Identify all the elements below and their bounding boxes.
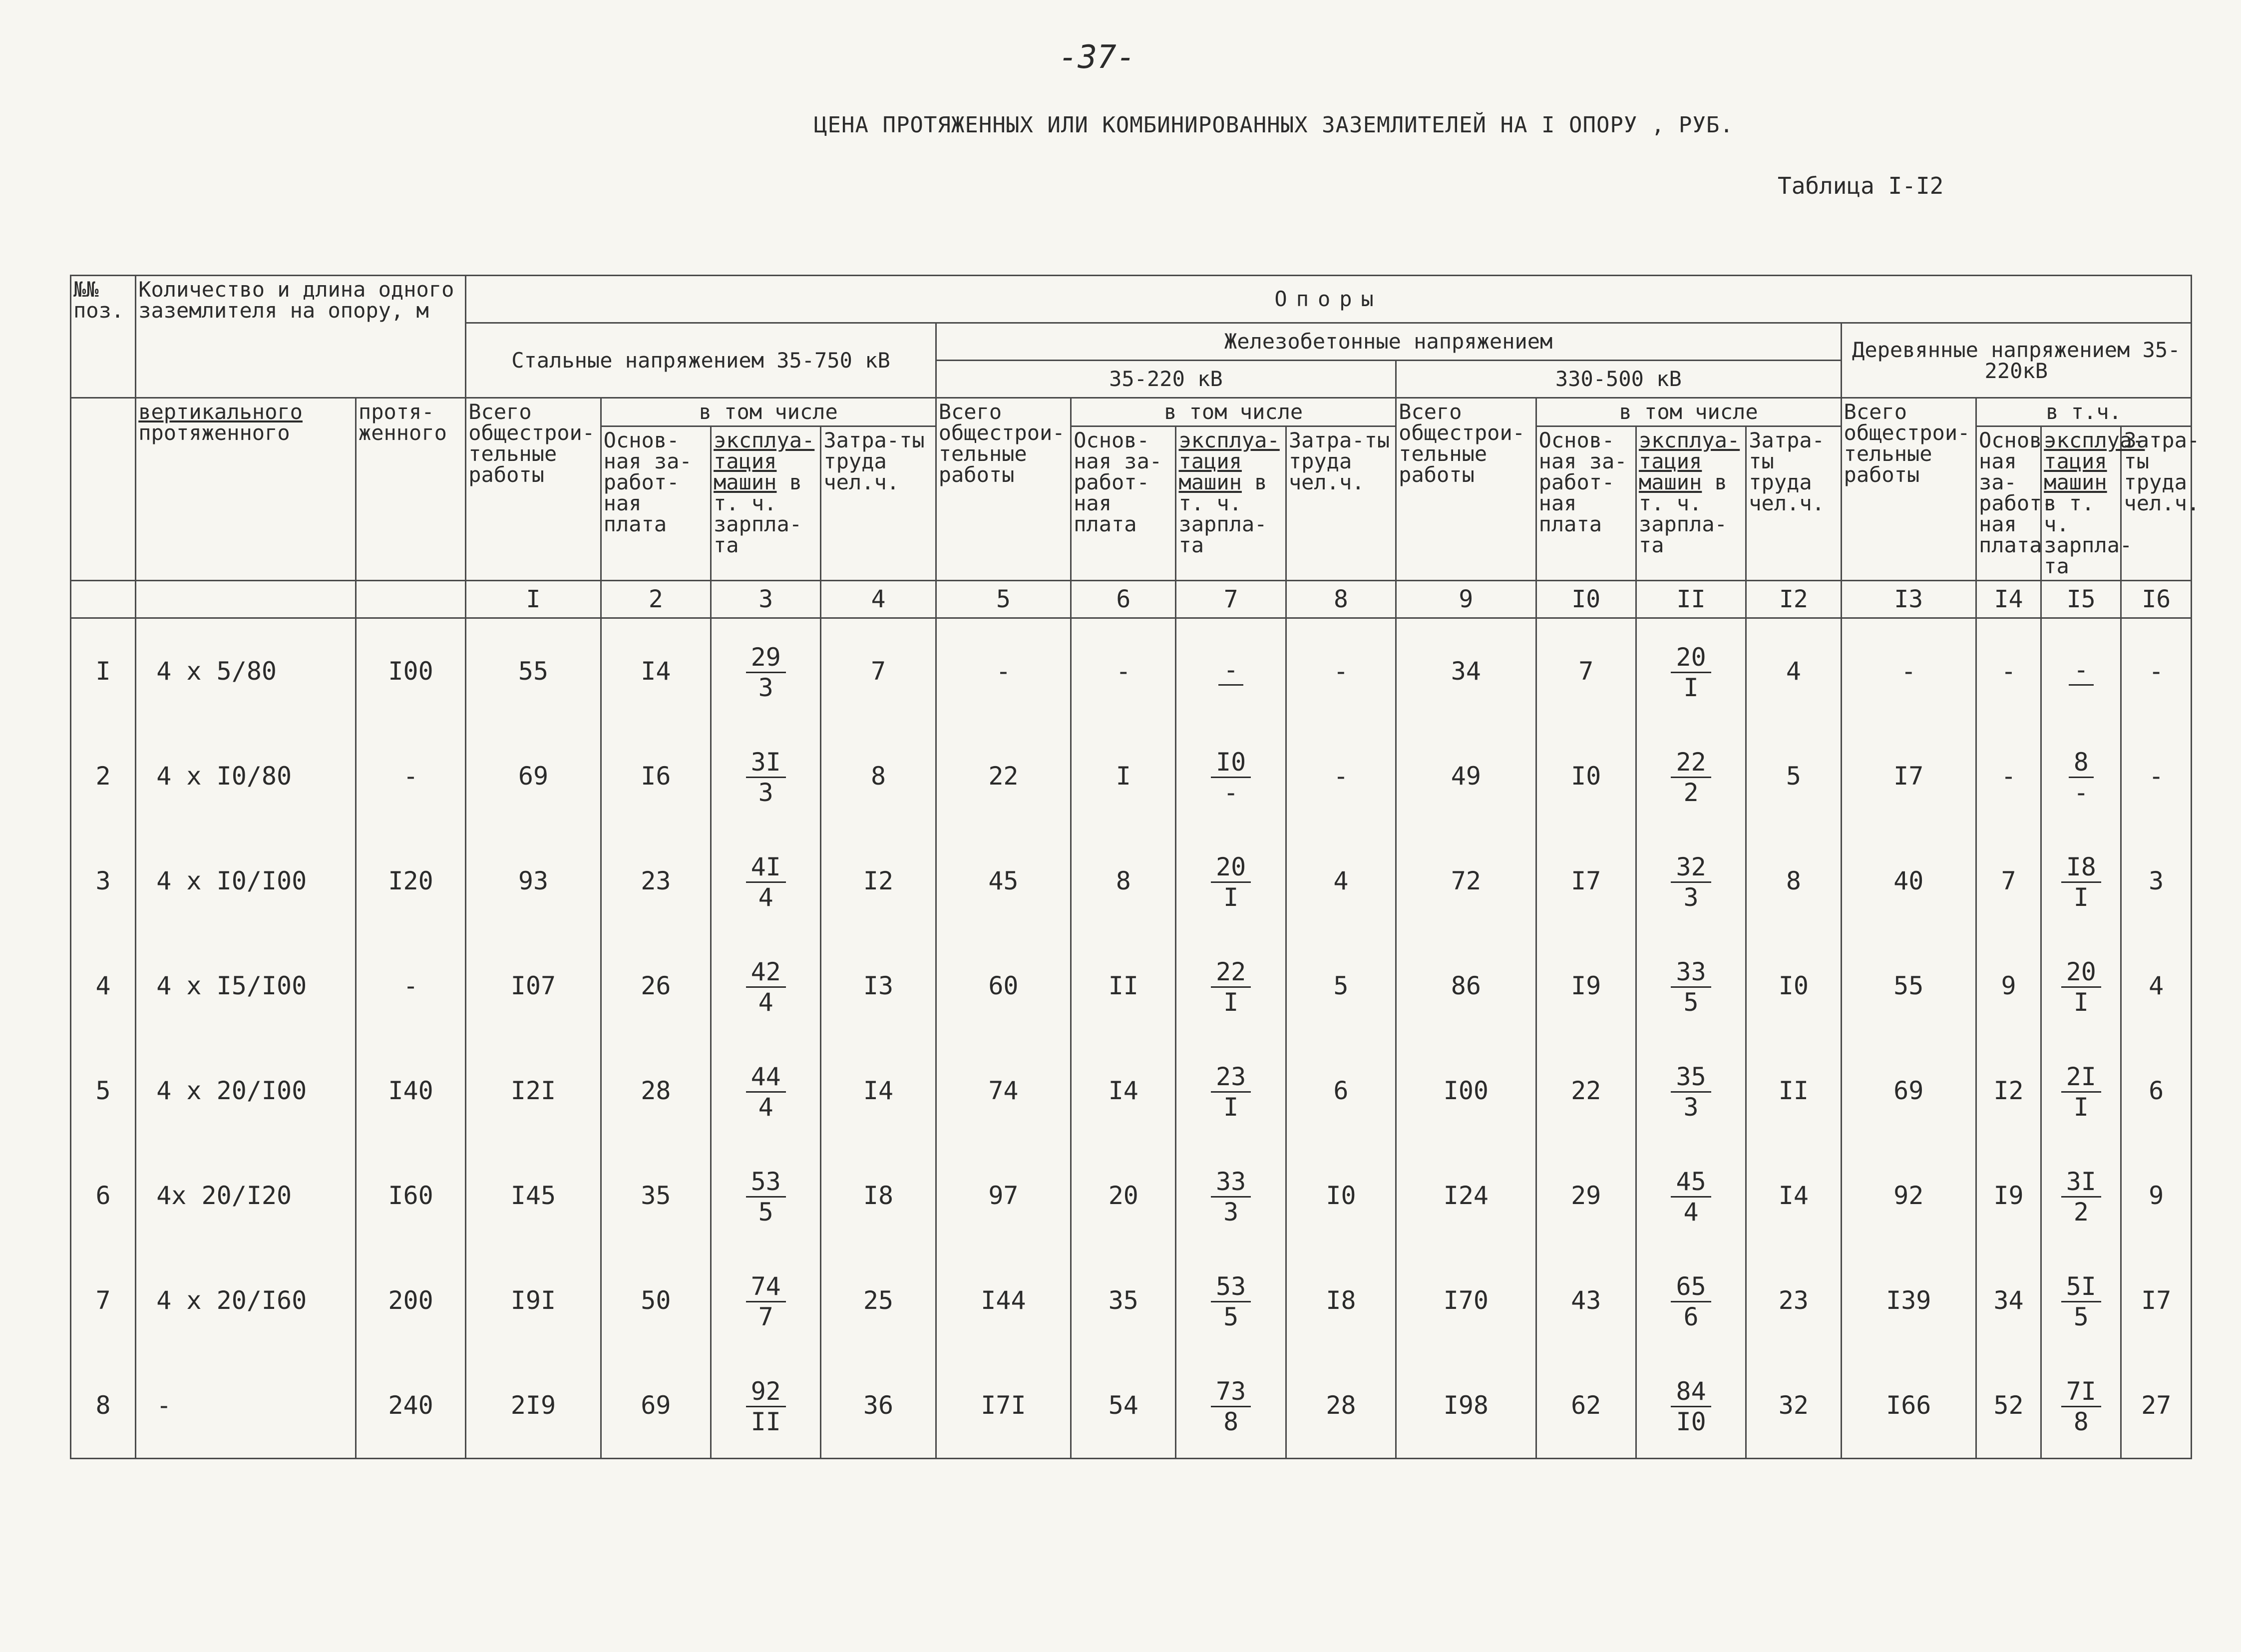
cell-c9: I98 (1396, 1353, 1536, 1459)
cell-c3n-fraction (711, 1248, 821, 1353)
header-supports: Опоры (466, 276, 2192, 323)
cell-pos: 2 (71, 724, 136, 828)
header-steel-wage: Основ-ная за-работ-ная плата (601, 426, 711, 581)
cell-pos: I (71, 618, 136, 724)
cell-qty: 4 x 20/I00 (136, 1038, 356, 1143)
cell-c4: I8 (821, 1143, 936, 1248)
cell-qty: 4 x 5/80 (136, 618, 356, 724)
fraction-numerator: 74 (746, 1274, 786, 1302)
cell-c6: - (1071, 618, 1176, 724)
fraction-numerator: 5I (2061, 1274, 2101, 1302)
cell-c5: - (936, 618, 1071, 724)
header-wood-incl: в т.ч. (1976, 398, 2191, 426)
cell-c5: I44 (936, 1248, 1071, 1353)
cell-qty: 4 x I0/I00 (136, 828, 356, 933)
header-rc1-wage: Основ-ная за-работ-ная плата (1071, 426, 1176, 581)
cell-c8: 5 (1286, 933, 1396, 1038)
cell-c12: 23 (1746, 1248, 1841, 1353)
cell-c10: 22 (1536, 1038, 1636, 1143)
col-number: 7 (1176, 581, 1286, 618)
header-quantity: Количество и длина одного заземлителя на опору, м (136, 276, 466, 398)
header-steel-total: Всего общестрои-тельные работы (466, 398, 601, 581)
cell-c3n-fraction (711, 724, 821, 828)
cell-c8: - (1286, 618, 1396, 724)
cell-c16: 4 (2121, 933, 2192, 1038)
table-row (71, 933, 2192, 1038)
cell-c7n-fraction (1176, 1038, 1286, 1143)
cell-c11n-fraction (1636, 828, 1746, 933)
col-number: 4 (821, 581, 936, 618)
header-rc1-machines (1176, 426, 1286, 581)
fraction-denominator: 5 (1683, 987, 1699, 1017)
header-machines-label: эксплуа-тация машин (1178, 428, 1280, 494)
cell-c11n-fraction (1636, 618, 1746, 724)
fraction-numerator: I8 (2061, 854, 2101, 883)
header-wood-labor: Затра-ты труда чел.ч. (2121, 426, 2192, 581)
header-machines-wage-label: в т. ч. зарпла-та (714, 470, 802, 557)
fraction-denominator: 4 (758, 1092, 773, 1122)
header-vertical-extended-label: протяженного (138, 420, 290, 445)
cell-ext: - (356, 724, 465, 828)
cell-c4: 36 (821, 1353, 936, 1459)
cell-c10: I9 (1536, 933, 1636, 1038)
fraction-numerator: - (1218, 657, 1243, 686)
header-wood-machines (2041, 426, 2145, 581)
col-number: 8 (1286, 581, 1396, 618)
header-extended: протя-женного (356, 398, 465, 581)
fraction-denominator: I (1223, 987, 1239, 1017)
fraction-numerator: 8 (2069, 750, 2094, 778)
fraction-denominator: I (2073, 1092, 2089, 1122)
cell-ext: I60 (356, 1143, 465, 1248)
header-pos: №№ поз. (71, 276, 136, 398)
col-number: 3 (711, 581, 821, 618)
cell-c9: I70 (1396, 1248, 1536, 1353)
col-number: I3 (1841, 581, 1976, 618)
fraction-numerator: 20 (2061, 959, 2101, 988)
fraction-denominator: 7 (758, 1302, 773, 1331)
cell-c14: - (1976, 724, 2041, 828)
cell-c16: 27 (2121, 1353, 2192, 1459)
header-machines-label: эксплуа-тация машин (1638, 428, 1740, 494)
cell-c4: I3 (821, 933, 936, 1038)
cell-pos: 4 (71, 933, 136, 1038)
cell-c8: 6 (1286, 1038, 1396, 1143)
cell-ext: - (356, 933, 465, 1038)
table-body (71, 618, 2192, 1459)
cell-ext: I20 (356, 828, 465, 933)
fraction-denominator: 2 (1683, 778, 1699, 807)
cell-pos: 7 (71, 1248, 136, 1353)
fraction-denominator: I0 (1676, 1407, 1706, 1436)
fraction-denominator: - (1223, 778, 1239, 807)
cell-c7n-fraction (1176, 724, 1286, 828)
cell-c16: 9 (2121, 1143, 2192, 1248)
cell-c11n-fraction (1636, 933, 1746, 1038)
cell-c1: 69 (466, 724, 601, 828)
header-rc2-total: Всего общестрои-тельные работы (1396, 398, 1536, 581)
cell-c15n-fraction (2041, 828, 2121, 933)
header-rc1-incl: в том числе (1071, 398, 1396, 426)
col-number: I0 (1536, 581, 1636, 618)
fraction-numerator: 32 (1671, 854, 1711, 883)
cell-c5: 74 (936, 1038, 1071, 1143)
cell-c15n-fraction (2041, 1248, 2121, 1353)
table-row (71, 1143, 2192, 1248)
cell-c13: I39 (1841, 1248, 1976, 1353)
cell-c16: I7 (2121, 1248, 2192, 1353)
col-number: I (466, 581, 601, 618)
fraction-numerator: 42 (746, 959, 786, 988)
fraction-numerator: 33 (1671, 959, 1711, 988)
fraction-denominator: 8 (2073, 1407, 2089, 1436)
col-number: I6 (2121, 581, 2192, 618)
col-number: II (1636, 581, 1746, 618)
fraction-numerator: 29 (746, 645, 786, 673)
cell-c1: I9I (466, 1248, 601, 1353)
fraction-numerator: 35 (1671, 1064, 1711, 1093)
header-vertical (136, 398, 356, 581)
cell-c1: I07 (466, 933, 601, 1038)
fraction-denominator: 8 (1223, 1407, 1239, 1436)
fraction-denominator: I (2073, 882, 2089, 912)
cell-c12: 4 (1746, 618, 1841, 724)
fraction-numerator: 65 (1671, 1274, 1711, 1302)
col-number: I4 (1976, 581, 2041, 618)
cell-c10: I0 (1536, 724, 1636, 828)
cell-c14: - (1976, 618, 2041, 724)
cell-ext: 240 (356, 1353, 465, 1459)
cell-c15n-fraction (2041, 1038, 2121, 1143)
cell-c2: 28 (601, 1038, 711, 1143)
cell-c4: I4 (821, 1038, 936, 1143)
page-number: -37- (1059, 39, 1136, 76)
fraction-numerator: 22 (1671, 750, 1711, 778)
header-machines-label: эксплуа-тация машин (2044, 428, 2145, 494)
header-machines-wage-label: в т. ч. зарпла-та (1638, 470, 1727, 557)
cell-c14: 9 (1976, 933, 2041, 1038)
col-number: 2 (601, 581, 711, 618)
cell-c8: - (1286, 724, 1396, 828)
cell-c5: 45 (936, 828, 1071, 933)
header-steel-incl: в том числе (601, 398, 936, 426)
cell-c10: 29 (1536, 1143, 1636, 1248)
header-steel: Стальные напряжением 35-750 кВ (466, 323, 936, 398)
header-rc1-labor: Затра-ты труда чел.ч. (1286, 426, 1396, 581)
fraction-numerator: 33 (1211, 1169, 1251, 1198)
cell-c4: 7 (821, 618, 936, 724)
cell-c14: 52 (1976, 1353, 2041, 1459)
fraction-denominator: I (1223, 1092, 1239, 1122)
fraction-denominator: 3 (1683, 1092, 1699, 1122)
cell-c11n-fraction (1636, 1248, 1746, 1353)
header-rc-330-500: 330-500 кВ (1396, 361, 1841, 398)
table-row (71, 724, 2192, 828)
cell-pos: 8 (71, 1353, 136, 1459)
cell-c9: 49 (1396, 724, 1536, 828)
fraction-numerator: 4I (746, 854, 786, 883)
cell-c6: 54 (1071, 1353, 1176, 1459)
cell-c1: 2I9 (466, 1353, 601, 1459)
cell-c7n-fraction (1176, 618, 1286, 724)
cell-c10: I7 (1536, 828, 1636, 933)
cell-c14: 7 (1976, 828, 2041, 933)
cell-c15n-fraction (2041, 724, 2121, 828)
fraction-numerator: 2I (2061, 1064, 2101, 1093)
cell-c2: I6 (601, 724, 711, 828)
header-rc2-incl: в том числе (1536, 398, 1841, 426)
cell-c1: 55 (466, 618, 601, 724)
table-caption: Таблица I-I2 (1778, 172, 1944, 199)
fraction-denominator: 3 (758, 778, 773, 807)
fraction-numerator: 7I (2061, 1379, 2101, 1407)
cell-c8: 28 (1286, 1353, 1396, 1459)
cell-c13: 40 (1841, 828, 1976, 933)
cell-ext: I00 (356, 618, 465, 724)
header-wooden: Деревянные напряжением 35-220кВ (1841, 323, 2191, 398)
cell-c10: 43 (1536, 1248, 1636, 1353)
fraction-denominator: I (1223, 882, 1239, 912)
col-number: I5 (2041, 581, 2121, 618)
cell-qty: - (136, 1353, 356, 1459)
fraction-denominator: I (1683, 673, 1699, 702)
header-rc2-wage: Основ-ная за-работ-ная плата (1536, 426, 1636, 581)
fraction-denominator: II (750, 1407, 781, 1436)
cell-c16: 6 (2121, 1038, 2192, 1143)
price-table (70, 275, 2200, 1459)
col-number: 9 (1396, 581, 1536, 618)
cell-c13: 55 (1841, 933, 1976, 1038)
fraction-numerator: 3I (2061, 1169, 2101, 1198)
cell-c5: 97 (936, 1143, 1071, 1248)
cell-c4: I2 (821, 828, 936, 933)
table-row (71, 1353, 2192, 1459)
cell-c14: I2 (1976, 1038, 2041, 1143)
fraction-denominator: 2 (2073, 1197, 2089, 1227)
col-number: 5 (936, 581, 1071, 618)
cell-c2: I4 (601, 618, 711, 724)
header-rc-35-220: 35-220 кВ (936, 361, 1396, 398)
table-row (71, 1038, 2192, 1143)
fraction-denominator: 3 (1683, 882, 1699, 912)
table-row (71, 1248, 2192, 1353)
cell-c9: 34 (1396, 618, 1536, 724)
cell-c6: 20 (1071, 1143, 1176, 1248)
header-reinforced-concrete: Железобетонные напряжением (936, 323, 1841, 361)
table-row (71, 828, 2192, 933)
cell-c3n-fraction (711, 933, 821, 1038)
cell-pos: 5 (71, 1038, 136, 1143)
header-machines-wage-label: в т. ч. зарпла-та (2044, 491, 2133, 578)
cell-pos: 3 (71, 828, 136, 933)
fraction-numerator: 3I (746, 750, 786, 778)
header-rc2-labor: Затра-ты труда чел.ч. (1746, 426, 1841, 581)
cell-c2: 23 (601, 828, 711, 933)
cell-c7n-fraction (1176, 828, 1286, 933)
cell-c6: II (1071, 933, 1176, 1038)
cell-c15n-fraction (2041, 1353, 2121, 1459)
cell-qty: 4 x I0/80 (136, 724, 356, 828)
cell-c8: I8 (1286, 1248, 1396, 1353)
cell-c15n-fraction (2041, 618, 2121, 724)
cell-c12: I4 (1746, 1143, 1841, 1248)
cell-c15n-fraction (2041, 933, 2121, 1038)
fraction-denominator: 5 (2073, 1302, 2089, 1331)
cell-c2: 69 (601, 1353, 711, 1459)
cell-c10: 7 (1536, 618, 1636, 724)
cell-c13: I7 (1841, 724, 1976, 828)
cell-c13: - (1841, 618, 1976, 724)
cell-c14: I9 (1976, 1143, 2041, 1248)
cell-c7n-fraction (1176, 933, 1286, 1038)
cell-c3n-fraction (711, 1353, 821, 1459)
cell-c11n-fraction (1636, 1038, 1746, 1143)
cell-c8: 4 (1286, 828, 1396, 933)
header-rc2-machines (1636, 426, 1746, 581)
fraction-denominator: 3 (1223, 1197, 1239, 1227)
cell-c13: I66 (1841, 1353, 1976, 1459)
col-number: I2 (1746, 581, 1841, 618)
fraction-numerator: 22 (1211, 959, 1251, 988)
cell-c12: 32 (1746, 1353, 1841, 1459)
cell-c1: I45 (466, 1143, 601, 1248)
cell-c6: I4 (1071, 1038, 1176, 1143)
fraction-numerator: 92 (746, 1379, 786, 1407)
fraction-numerator: 84 (1671, 1379, 1711, 1407)
cell-c6: I (1071, 724, 1176, 828)
fraction-denominator: 5 (758, 1197, 773, 1227)
fraction-denominator: 4 (758, 987, 773, 1017)
fraction-denominator: 5 (1223, 1302, 1239, 1331)
fraction-numerator: 23 (1211, 1064, 1251, 1093)
header-steel-labor: Затра-ты труда чел.ч. (821, 426, 936, 581)
cell-c16: - (2121, 724, 2192, 828)
cell-c9: 86 (1396, 933, 1536, 1038)
cell-c9: I00 (1396, 1038, 1536, 1143)
cell-c4: 8 (821, 724, 936, 828)
fraction-numerator: 44 (746, 1064, 786, 1093)
fraction-numerator: 20 (1671, 645, 1711, 673)
cell-ext: I40 (356, 1038, 465, 1143)
cell-c6: 8 (1071, 828, 1176, 933)
cell-ext: 200 (356, 1248, 465, 1353)
cell-c4: 25 (821, 1248, 936, 1353)
header-wood-wage: Основ-ная за-работ-ная плата (1976, 426, 2041, 581)
cell-c15n-fraction (2041, 1143, 2121, 1248)
header-machines-wage-label: в т. ч. зарпла-та (1178, 470, 1267, 557)
cell-c2: 26 (601, 933, 711, 1038)
fraction-numerator: 53 (746, 1169, 786, 1198)
header-steel-machines (711, 426, 821, 581)
cell-c8: I0 (1286, 1143, 1396, 1248)
cell-c12: II (1746, 1038, 1841, 1143)
cell-c16: - (2121, 618, 2192, 724)
fraction-denominator: 3 (758, 673, 773, 702)
fraction-numerator: 73 (1211, 1379, 1251, 1407)
cell-c7n-fraction (1176, 1143, 1286, 1248)
fraction-numerator: I0 (1211, 750, 1251, 778)
fraction-denominator: 4 (1683, 1197, 1699, 1227)
header-rc1-total: Всего общестрои-тельные работы (936, 398, 1071, 581)
cell-c3n-fraction (711, 828, 821, 933)
fraction-denominator: 6 (1683, 1302, 1699, 1331)
cell-c14: 34 (1976, 1248, 2041, 1353)
cell-c5: 60 (936, 933, 1071, 1038)
cell-c11n-fraction (1636, 1353, 1746, 1459)
cell-c13: 92 (1841, 1143, 1976, 1248)
cell-c11n-fraction (1636, 724, 1746, 828)
cell-qty: 4x 20/I20 (136, 1143, 356, 1248)
fraction-numerator: 45 (1671, 1169, 1711, 1198)
header-wood-total: Всего общестрои-тельные работы (1841, 398, 1976, 581)
cell-qty: 4 x 20/I60 (136, 1248, 356, 1353)
table-row (71, 618, 2192, 724)
fraction-denominator: I (2073, 987, 2089, 1017)
cell-c3n-fraction (711, 618, 821, 724)
cell-c12: I0 (1746, 933, 1841, 1038)
fraction-numerator: 20 (1211, 854, 1251, 883)
cell-c7n-fraction (1176, 1353, 1286, 1459)
cell-c12: 8 (1746, 828, 1841, 933)
cell-c7n-fraction (1176, 1248, 1286, 1353)
cell-c12: 5 (1746, 724, 1841, 828)
cell-c5: I7I (936, 1353, 1071, 1459)
header-machines-label: эксплуа-тация машин (714, 428, 815, 494)
cell-c11n-fraction (1636, 1143, 1746, 1248)
fraction-denominator: - (2073, 778, 2089, 807)
cell-c9: 72 (1396, 828, 1536, 933)
fraction-denominator: 4 (758, 882, 773, 912)
fraction-numerator: 53 (1211, 1274, 1251, 1302)
cell-c6: 35 (1071, 1248, 1176, 1353)
cell-c2: 50 (601, 1248, 711, 1353)
cell-c3n-fraction (711, 1143, 821, 1248)
fraction-numerator: - (2069, 657, 2094, 686)
column-number-row (71, 581, 2192, 618)
cell-pos: 6 (71, 1143, 136, 1248)
cell-c2: 35 (601, 1143, 711, 1248)
cell-c13: 69 (1841, 1038, 1976, 1143)
document-title: ЦЕНА ПРОТЯЖЕННЫХ ИЛИ КОМБИНИРОВАННЫХ ЗАЗЕМЛИТЕЛЕЙ НА I ОПОРУ , РУБ. (814, 112, 1734, 138)
header-vertical-label: вертикального (138, 400, 303, 424)
cell-c16: 3 (2121, 828, 2192, 933)
cell-c10: 62 (1536, 1353, 1636, 1459)
cell-qty: 4 x I5/I00 (136, 933, 356, 1038)
col-number: 6 (1071, 581, 1176, 618)
cell-c1: 93 (466, 828, 601, 933)
cell-c9: I24 (1396, 1143, 1536, 1248)
cell-c3n-fraction (711, 1038, 821, 1143)
cell-c1: I2I (466, 1038, 601, 1143)
cell-c5: 22 (936, 724, 1071, 828)
